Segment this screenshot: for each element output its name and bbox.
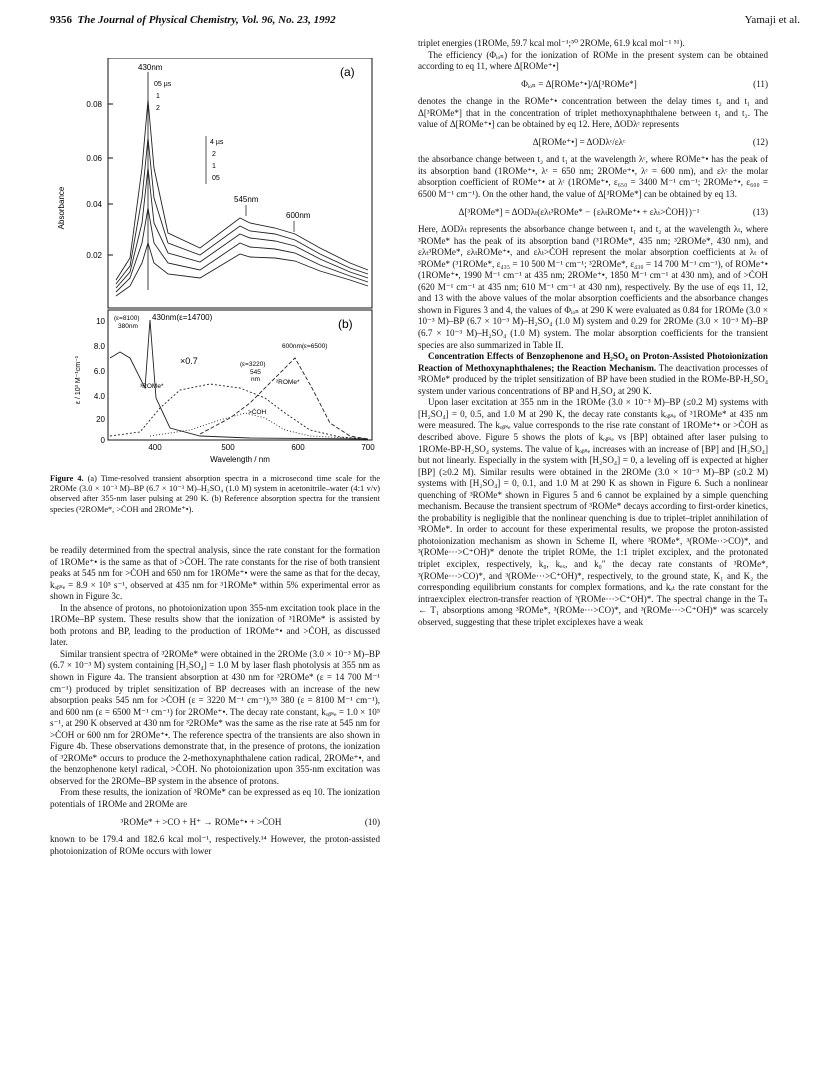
header-left: [50, 14, 336, 26]
caption-text: (a) Time-resolved transient absorption spectra in a microsecond time scale for the 2ROMe (3.0 × 10⁻³ M)–BP (6.7 × 10⁻³ M)–H₂SO₄ (1.0 M) system in acetonitrile–water (4:1 v/v) observed after 355-nm laser pulsing at 290 K. (b) Reference absorption spectra for the transient species (³2ROMe*, >ĊOH and 2ROMe⁺•).: [50, 474, 381, 514]
ann: (ε=8100): [114, 315, 140, 322]
equation-number: (11): [753, 78, 768, 89]
paragraph: Here, ΔODλₜ represents the absorbance change between t₁ and t₂ at the wavelength λₜ, where ³ROMe* has the peak of its absorption band (³1ROMe*, 435 nm; ³2ROMe*, 430 nm), and ελₜ³ROMe*, ελₜROMe⁺•, and ελₜ>ĊOH represent the molar absorption coefficients at λₜ of ³ROMe* (³1ROMe*, ε₄₃₅ = 10 500 M⁻¹ cm⁻¹; ³2ROMe*, ε₄₃₀ = 14 700 M⁻¹ cm⁻¹), of ROMe⁺• (1ROMe⁺•, 1990 M⁻¹ cm⁻¹ at 435 nm; 2ROMe⁺•, 1850 M⁻¹ cm⁻¹ at 430 nm), and of >ĊOH (620 M⁻¹ cm⁻¹ at 435 nm; 610 M⁻¹ cm⁻¹ at 430 nm), respectively. By the use of eqs 11, 12, and 13 with the above values of the molar absorption coefficients and the absorbance changes shown in Figures 3 and 4, the values of Φᵢₒₙ at 290 K were evaluated as 0.84 for 1ROMe (3.0 × 10⁻³ M)–BP (6.7 × 10⁻³ M)–H₂SO₄ (1.0 M) system and 0.29 for 2ROMe (3.0 × 10⁻³ M)–BP (6.7 × 10⁻³ M)–H₂SO₄ (1.0 M) system. The molar absorption coefficients for the transient species are also summarized in Table II.: [418, 224, 768, 350]
ann: 545: [250, 369, 261, 376]
panel-b-ylabel: ε / 10³ M⁻¹cm⁻¹: [75, 355, 82, 405]
panel-b-traces: [110, 320, 368, 439]
panel-a-label: (a): [340, 65, 355, 79]
equation-number: (10): [364, 816, 380, 827]
paragraph: Similar transient spectra of ³2ROMe* were obtained in the 2ROMe (3.0 × 10⁻³ M)–BP (6.7 × 10⁻³ M) system containing [H₂SO₄] = 1.0 M by laser flash photolysis at 355 nm as shown in Figure 4a. The transient absorption at 430 nm for ³2ROMe* (ε = 14 700 M⁻¹ cm⁻¹) produced by triplet sensitization of BP decreases with an increase of the new absorption peaks 545 nm for >ĊOH (ε = 3220 M⁻¹ cm⁻¹),⁵⁵ 380 (ε = 8100 M⁻¹ cm⁻¹), and 600 nm (ε = 6500 M⁻¹ cm⁻¹) for 2ROMe⁺•. The decay rate constant, kₒᵦₛₑ = 1.0 × 10⁵ s⁻¹, at 290 K observed at 430 nm for ³2ROMe* was the same as the rise rate at 545 nm for >ĊOH or 600 nm for 2ROMe⁺•. The reference spectra of the transients are also shown in Figure 4b. These observations demonstrate that, in the presence of protons, the ionization of ³2ROMe* occurs to produce the 2-methoxynaphthalene cation radical, 2ROMe⁺•, and the benzophenone ketyl radical, >ĊOH. No photoionization upon 355-nm excitation was observed for the 2ROMe–BP system in the absence of protons.: [50, 648, 380, 786]
caption-label: Figure 4.: [50, 474, 84, 483]
time-label: 05 µs: [154, 81, 172, 88]
paragraph: Upon laser excitation at 355 nm in the 1ROMe (3.0 × 10⁻³ M)–BP (≤0.2 M) systems with [H₂SO₄] = 0, 0.5, and 1.0 M at 290 K, the decay rate constants kₒᵦₛₑ of ³1ROMe* at 435 nm were measured. The kₒᵦₛₑ value corresponds to the rise rate constant of 1ROMe⁺• or >ĊOH as described above. Figure 5 shows the plots of kₒᵦₛₑ vs [BP] obtained after laser pulsing to 1ROMe-BP-H₂SO₄ systems. The value of kₒᵦₛₑ increases with an increase of [BP] and [H₂SO₄] but not linearly. Especially in the system with [H₂SO₄] = 0, a leveling off is expected at higher [BP] (≥0.2 M). Similar results were obtained in the 2ROMe (3.0 × 10⁻³ M)–BP (≤0.2 M) systems with [H₂SO₄] = 0, 0.1, and 1.0 M at 290 K as shown in Figure 6. Such a nonlinear quenching of ³ROMe* shown in Figures 5 and 6 cannot be explained by a simple quenching mechanism. Because the transient spectrum of ³ROMe* decays according to first-order kinetics, the probability is negligible that the nonlinear quenching is due to triplet–triplet annihilation of ³ROMe*. In order to account for these experimental results, we propose the proton-assisted photoionization mechanism as shown in Scheme II, where ³ROMe*, ³(ROMe··>CO)*, and ³(ROMe···>C⁺OH)* denote the triplet ROMe, the 1:1 triplet exciplex, and the protonated triplet exciplex, respectively, k₀, kₑₓ, and k₀″ the decay rate constants of ³ROMe*, ³(ROMe···>CO)*, and ³(ROMe···>C⁺OH)*, respectively, to the ground state, K₁ and K₂ the corresponding equilibrium constants for complex formations, and kₑₜ the rate constant for the intraexciplex electron-transfer reaction of ³(ROMe···>C⁺OH)*. The spectral change in the Tₙ ← T₁ absorptions among ³ROMe*, ³(ROMe···>CO)*, and ³(ROMe···>C⁺OH)* was scarcely observed, suggesting that these triplet exciplexes have a weak: [418, 397, 768, 627]
ytick-a: 0.04: [86, 200, 102, 209]
paragraph: In the absence of protons, no photoionization upon 355-nm excitation took place in the 1ROMe–BP system. These results show that the ionization of ³1ROMe* is assisted by both protons and BP, leading to the production of 1ROMe⁺• and >ĊOH, as discussed later.: [50, 602, 380, 648]
page-number: 9356: [50, 14, 72, 26]
ytick-a: 0.02: [86, 251, 102, 260]
paragraph-with-heading: [418, 351, 768, 397]
ann: 380nm: [118, 323, 138, 330]
peak-545-label: 545nm: [234, 195, 259, 204]
time-label: 4 µs: [210, 139, 224, 146]
ann: ³ROMe*: [140, 383, 164, 390]
paragraph: From these results, the ionization of ³ROMe* can be expressed as eq 10. The ionization potentials of 1ROMe and 2ROMe are: [50, 787, 380, 810]
ann: nm: [251, 376, 261, 383]
ytick-a: 0.06: [86, 154, 102, 163]
paragraph: known to be 179.4 and 182.6 kcal mol⁻¹, respectively.¹⁴ However, the proton-assisted photoionization of ROMe occurs with lower: [50, 834, 380, 856]
paragraph: triplet energies (1ROMe, 59.7 kcal mol⁻¹;⁵⁰ 2ROMe, 61.9 kcal mol⁻¹ ⁵¹).: [418, 38, 685, 48]
paragraph: be readily determined from the spectral analysis, since the rate constant for the formation of 1ROMe⁺• is the same as that of >ĊOH. The rate constants for the rise of both transient peaks at 545 nm for >ĊOH and 650 nm for 1ROMe⁺• were the same as that for the decay, kₒᵦₛₑ = 8.9 × 10⁵ s⁻¹, observed at 435 nm for ³1ROMe* within 5% experimental error as shown in Figure 3c.: [50, 545, 380, 602]
time-label: 1: [212, 163, 216, 170]
equation-12: [418, 137, 768, 149]
equation-body: ³ROMe* + >CO + H⁺ → ROMe⁺• + >ĊOH: [120, 816, 282, 827]
time-label: 1: [156, 93, 160, 100]
xtick-b: 400: [148, 443, 162, 452]
equation-body: Δ[³ROMe*] = ΔODλₜ(ελₜ³ROMe* − {ελₜROMe⁺• + ελₜ>ĊOH})⁻¹: [458, 206, 700, 217]
panel-a-yticks: [86, 100, 113, 260]
time-label: 05: [212, 175, 220, 182]
equation-10: [50, 817, 380, 829]
ann: ²ROMe*: [276, 379, 300, 386]
paragraph: the absorbance change between t₂ and t₁ at the wavelength λᶜ, where ROMe⁺• has the peak of its absorption band (1ROMe⁺•, λᶜ = 650 nm; 2ROMe⁺•, λᶜ = 600 nm), and ελᶜ the molar absorption coefficient of ROMe⁺• at λᶜ (1ROMe⁺•, ε₆₅₀ = 3400 M⁻¹ cm⁻¹; 2ROMe⁺•, ε₆₀₀ = 6500 M⁻¹ cm⁻¹). On the other hand, the value of Δ[³ROMe*] can be obtained by eq 13.: [418, 154, 768, 200]
equation-number: (12): [752, 136, 768, 147]
peak-600-label: 600nm: [286, 211, 311, 220]
panel-b-xlabel: Wavelength / nm: [210, 455, 270, 464]
equation-body: Δ[ROMe⁺•] = ΔODλᶜ/ελᶜ: [532, 136, 626, 147]
xtick-b: 700: [361, 443, 375, 452]
left-column: [50, 545, 380, 857]
time-label: 2: [156, 105, 160, 112]
ytick-b: 20: [96, 415, 105, 424]
ytick-b: 4.0: [93, 392, 105, 401]
journal-title: The Journal of Physical Chemistry, Vol. 96, No. 23, 1992: [77, 14, 336, 26]
equation-body: Φᵢₒₙ = Δ[ROMe⁺•]/Δ[³ROMe*]: [521, 78, 637, 89]
ann: 430nm(ε=14700): [152, 313, 213, 322]
equation-11: [418, 79, 768, 91]
page-header: [50, 14, 800, 30]
panel-b-annotations: [114, 313, 327, 416]
ann: ×0.7: [180, 356, 198, 366]
panel-b-label: (b): [338, 317, 353, 331]
right-column: [418, 38, 768, 628]
running-authors: Yamaji et al.: [744, 14, 800, 26]
equation-number: (13): [752, 206, 768, 217]
xtick-b: 600: [291, 443, 305, 452]
time-label: 2: [212, 151, 216, 158]
peak-430-label: 430nm: [138, 63, 163, 72]
ann: 600nm(ε=6500): [282, 343, 328, 350]
ytick-b: 6.0: [93, 367, 105, 376]
ytick-a: 0.08: [86, 100, 102, 109]
ytick-b: 8.0: [93, 342, 105, 351]
panel-b-yticks: [94, 317, 106, 445]
ann: >ĊOH: [248, 409, 267, 416]
figure-caption: [50, 474, 380, 515]
xtick-b: 500: [221, 443, 235, 452]
panel-b-frame: [108, 310, 372, 440]
ann: (ε=3220): [240, 361, 266, 368]
paragraph: The deactivation processes of ³ROMe* produced by the triplet sensitization of BP have been studied in the ROMe-BP-H₂SO₄ system under various concentrations of BP and H₂SO₄ at 290 K.: [418, 362, 768, 396]
paragraph: denotes the change in the ROMe⁺• concentration between the delay times t₂ and t₁ and Δ[³ROMe*] that in the concentration of triplet methoxynaphthalene between t₁ and t₂. The value of Δ[ROMe⁺•] can be obtained by eq 12. Here, ΔODλᶜ represents: [418, 96, 768, 130]
figure-4: [50, 58, 380, 473]
ytick-b: 0: [100, 436, 105, 445]
paragraph: The efficiency (Φᵢₒₙ) for the ionization of ROMe in the present system can be obtained according to eq 11, where Δ[ROMe⁺•]: [418, 49, 768, 72]
section-heading: Concentration Effects of Benzophenone and H₂SO₄ on Proton-Assisted Photoionization Reaction of Methoxynaphthalenes; the Reaction Mechanism.: [418, 351, 768, 373]
equation-13: [418, 207, 768, 219]
panel-a-ylabel: Absorbance: [57, 186, 66, 230]
ytick-b: 10: [96, 317, 105, 326]
panel-b-xticks: [148, 443, 375, 452]
